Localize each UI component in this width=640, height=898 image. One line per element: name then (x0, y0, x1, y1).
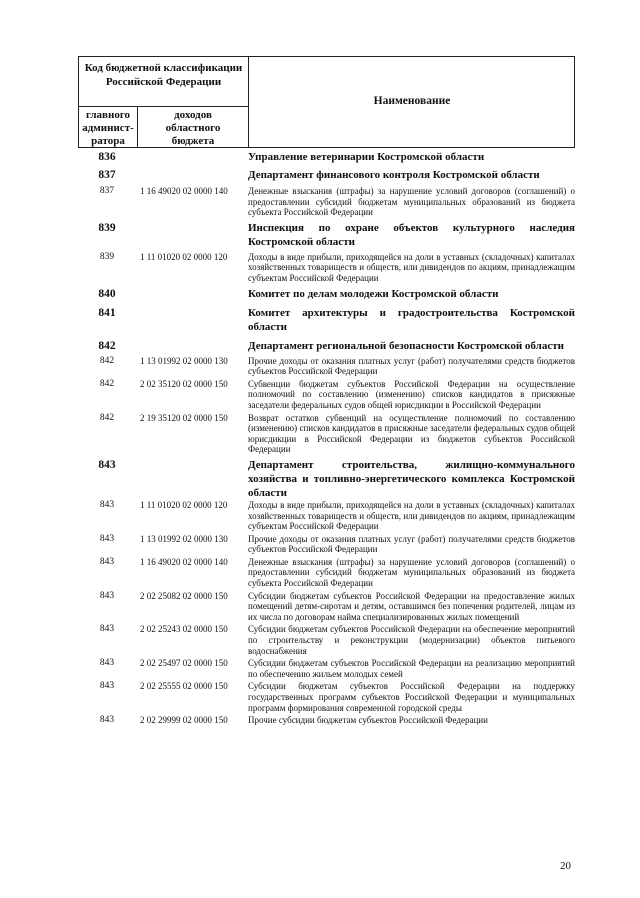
income-code-cell: 1 13 01992 02 0000 130 (140, 533, 228, 544)
name-cell: Прочие доходы от оказания платных услуг (работ) получателями средств бюджетов субъектов Российской Федерации (248, 533, 575, 555)
table-row (78, 715, 575, 726)
name-cell: Комитет архитектуры и градостроительства Костромской области (248, 306, 575, 333)
name-cell: Доходы в виде прибыли, приходящейся на доли в уставных (складочных) капиталах хозяйственных товариществ и обществ, или дивидендов по акциям, принадлежащим субъектам Российской Федерации (248, 251, 575, 283)
income-header-line: областного (165, 122, 221, 134)
admin-column-header (79, 109, 137, 148)
table-row (78, 557, 575, 589)
table-row (78, 356, 575, 377)
admin-code-cell: 841 (98, 306, 116, 319)
table-body (78, 150, 575, 726)
table-row (78, 591, 575, 623)
department-row (78, 150, 575, 164)
name-cell: Инспекция по охране объектов культурного наследия Костромской области (248, 221, 575, 248)
name-cell: Субсидии бюджетам субъектов Российской Федерации на поддержку государственных программ субъектов Российской Федерации и муниципальных программ формирования современной городской среды (248, 681, 575, 713)
admin-code-cell: 843 (99, 590, 115, 601)
name-cell: Доходы в виде прибыли, приходящейся на доли в уставных (складочных) капиталах хозяйственных товариществ и обществ, или дивидендов по акциям, принадлежащим субъектам Российской Федерации (248, 499, 575, 532)
income-code-cell: 2 02 25555 02 0000 150 (140, 681, 228, 692)
header-divider (79, 106, 248, 107)
admin-code-cell: 839 (98, 221, 116, 234)
page-number: 20 (560, 860, 571, 872)
income-code-cell: 2 02 29999 02 0000 150 (140, 715, 228, 726)
admin-code-cell: 843 (98, 458, 116, 471)
table-row (78, 500, 575, 532)
name-cell: Денежные взыскания (штрафы) за нарушение условий договоров (соглашений) о предоставлении субсидий бюджетам муниципальных образований из бюджета субъекта Российской Федерации (248, 186, 575, 218)
name-cell: Субвенции бюджетам субъектов Российской Федерации на осуществление полномочий по составлению (изменению) списков кандидатов в присяжные заседатели федеральных судов общей юрисдикции в Российской Федерации (248, 378, 575, 410)
name-column-header: Наименование (373, 95, 451, 107)
admin-code-cell: 843 (99, 556, 115, 567)
budget-code-header: Код бюджетной классификации Российской Федерации (84, 62, 243, 88)
table-row (78, 252, 575, 284)
admin-code-cell: 843 (99, 715, 115, 726)
department-row (78, 339, 575, 353)
name-cell: Управление ветеринарии Костромской области (248, 151, 485, 163)
name-cell: Департамент финансового контроля Костромской области (248, 169, 540, 181)
income-code-cell: 2 19 35120 02 0000 150 (140, 412, 228, 423)
table-row (78, 186, 575, 218)
income-code-cell: 2 02 25082 02 0000 150 (140, 590, 228, 601)
admin-code-cell: 839 (99, 251, 115, 262)
admin-header-line: ратора (91, 135, 125, 147)
admin-code-cell: 843 (99, 658, 115, 669)
admin-code-cell: 843 (99, 533, 115, 544)
name-cell: Субсидии бюджетам субъектов Российской Федерации на предоставление жилых помещений детям-сиротам и детям, оставшимся без попечения родителей, лицам из их числа по договорам найма специализированных жилых помещений (248, 590, 575, 622)
name-cell: Субсидии бюджетам субъектов Российской Федерации на обеспечение мероприятий по строительству и реконструкции (модернизации) объектов питьевого водоснабжения (248, 624, 575, 656)
income-code-cell: 1 11 01020 02 0000 120 (140, 251, 228, 262)
name-cell: Департамент строительства, жилищно-коммунального хозяйства и топливно-энергетического комплекса Костромской области (248, 458, 575, 499)
table-row (78, 413, 575, 455)
admin-header-line: админист- (82, 122, 134, 134)
name-cell: Комитет по делам молодежи Костромской области (248, 287, 499, 300)
name-cell: Департамент региональной безопасности Костромской области (248, 339, 564, 352)
admin-code-cell: 842 (98, 339, 116, 352)
name-cell: Субсидии бюджетам субъектов Российской Федерации на реализацию мероприятий по обеспечению жильем молодых семей (248, 658, 575, 679)
admin-code-cell: 842 (99, 412, 115, 423)
income-code-cell: 2 02 25497 02 0000 150 (140, 658, 228, 669)
table-header (78, 56, 575, 148)
name-cell: Прочие субсидии бюджетам субъектов Российской Федерации (248, 715, 488, 726)
income-column-header (138, 109, 248, 148)
department-row (78, 168, 575, 182)
income-header-line: бюджета (171, 135, 215, 147)
income-code-cell: 2 02 35120 02 0000 150 (140, 378, 228, 389)
income-code-cell: 2 02 25243 02 0000 150 (140, 624, 228, 635)
admin-code-cell: 842 (99, 355, 115, 366)
name-cell: Прочие доходы от оказания платных услуг (работ) получателями средств бюджетов субъектов Российской Федерации (248, 355, 575, 377)
income-code-cell: 1 16 49020 02 0000 140 (140, 556, 228, 567)
admin-header-line: главного (85, 109, 131, 121)
admin-code-cell: 843 (99, 681, 115, 692)
name-cell: Возврат остатков субвенций на осуществление полномочий по составлению (изменению) списков кандидатов в присяжные заседатели федеральных судов общей юрисдикции в Российской Федерации из бюджетов субъектов Российской Федерации (248, 412, 575, 455)
department-row (78, 287, 575, 301)
admin-code-cell: 842 (99, 378, 115, 389)
department-row (78, 221, 575, 249)
admin-code-cell: 836 (98, 151, 116, 163)
table-row (78, 658, 575, 679)
department-row (78, 458, 575, 500)
admin-code-cell: 837 (99, 186, 115, 196)
admin-code-cell: 840 (98, 287, 116, 300)
table-row (78, 534, 575, 555)
income-header-line: доходов (174, 109, 212, 121)
department-row (78, 306, 575, 334)
admin-code-cell: 837 (98, 169, 116, 181)
table-row (78, 379, 575, 411)
income-code-cell: 1 11 01020 02 0000 120 (140, 499, 228, 510)
table-row (78, 681, 575, 713)
table-row (78, 624, 575, 656)
income-code-cell: 1 16 49020 02 0000 140 (140, 186, 228, 196)
admin-code-cell: 843 (99, 624, 115, 635)
name-cell: Денежные взыскания (штрафы) за нарушение условий договоров (соглашений) о предоставлении субсидий бюджетам муниципальных образований из бюджета субъекта Российской Федерации (248, 556, 575, 589)
admin-code-cell: 843 (99, 499, 115, 510)
income-code-cell: 1 13 01992 02 0000 130 (140, 355, 228, 366)
